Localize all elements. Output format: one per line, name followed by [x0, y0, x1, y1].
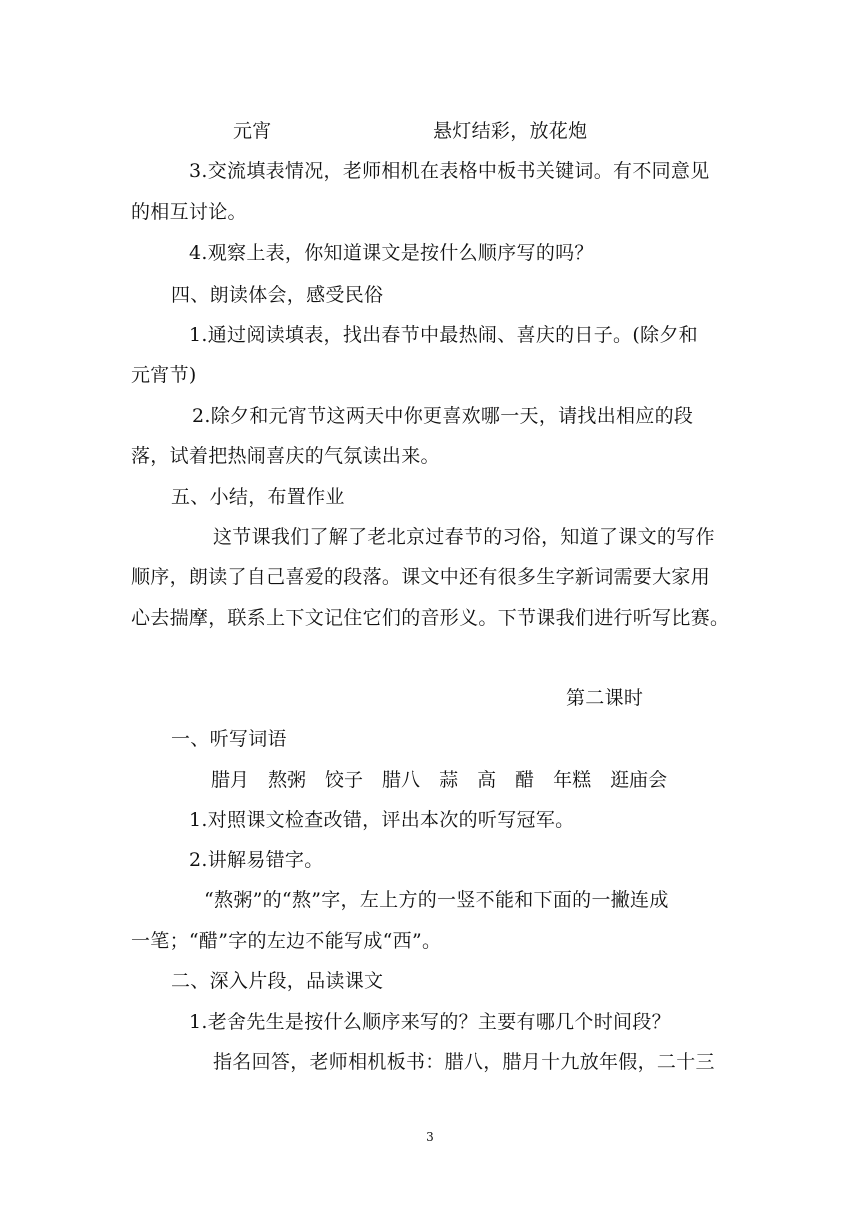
paragraph-line: “熬粥”的“熬”字，左上方的一竖不能和下面的一撇连成: [204, 889, 669, 911]
paragraph-line: 4.观察上表，你知道课文是按什么顺序写的吗？: [189, 242, 594, 264]
paragraph-line: 1.通过阅读填表，找出春节中最热闹、喜庆的日子。(除夕和: [189, 324, 698, 346]
dictation-word: 高: [477, 769, 497, 791]
paragraph-line: 元宵节): [131, 364, 197, 386]
paragraph-line: 心去揣摩，联系上下文记住它们的音形义。下节课我们进行听写比赛。: [131, 607, 730, 629]
dictation-word: 熬粥: [268, 769, 307, 791]
lesson-title: 第二课时: [566, 687, 644, 709]
paragraph-line: 落，试着把热闹喜庆的气氛读出来。: [131, 445, 440, 467]
dictation-word: 腊八: [382, 769, 421, 791]
section-heading: 五、小结，布置作业: [171, 486, 345, 508]
dictation-word: 逛庙会: [610, 769, 668, 791]
paragraph-line: 顺序，朗读了自己喜爱的段落。课文中还有很多生字新词需要大家用: [131, 566, 711, 588]
section-heading: 二、深入片段，品读课文: [171, 970, 384, 992]
dictation-word: 饺子: [325, 769, 364, 791]
page-number: 3: [426, 1130, 434, 1144]
paragraph-line: 3.交流填表情况，老师相机在表格中板书关键词。有不同意见: [189, 160, 710, 182]
dictation-word: 醋: [515, 769, 535, 791]
section-heading: 四、朗读体会，感受民俗: [171, 284, 384, 306]
table-row-label: 元宵: [233, 120, 272, 142]
paragraph-line: 指名回答，老师相机板书：腊八，腊月十九放年假，二十三: [213, 1051, 715, 1073]
paragraph-line: 这节课我们了解了老北京过春节的习俗，知道了课文的写作: [213, 526, 715, 548]
paragraph-line: 的相互讨论。: [131, 201, 247, 223]
table-row-content: 悬灯结彩，放花炮: [433, 120, 588, 142]
paragraph-line: 1.对照课文检查改错，评出本次的听写冠军。: [189, 809, 575, 831]
paragraph-line: 一笔；“醋”字的左边不能写成“西”。: [131, 930, 442, 952]
section-heading: 一、听写词语: [171, 728, 287, 750]
paragraph-line: 1.老舍先生是按什么顺序来写的？主要有哪几个时间段？: [189, 1011, 671, 1033]
dictation-word: 蒜: [439, 769, 459, 791]
dictation-word: 年糕: [553, 769, 592, 791]
paragraph-line: 2.讲解易错字。: [189, 849, 324, 871]
dictation-word-list: [211, 768, 667, 792]
paragraph-line: 2.除夕和元宵节这两天中你更喜欢哪一天，请找出相应的段: [192, 405, 694, 427]
dictation-word: 腊月: [211, 769, 250, 791]
